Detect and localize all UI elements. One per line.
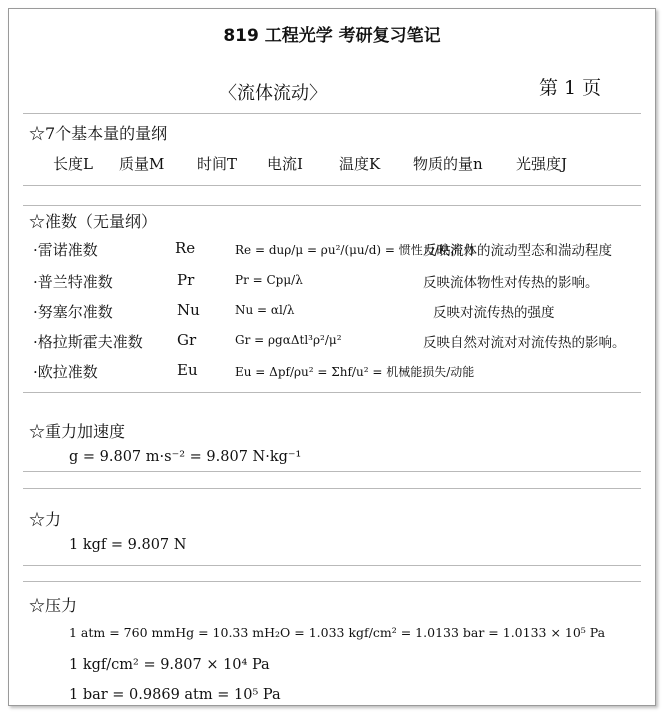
criterion-symbol: Re: [175, 239, 196, 257]
basic-quantities-title: ☆7个基本量的量纲: [29, 124, 168, 143]
ruled-line: [23, 581, 641, 582]
quantity-current: 电流I: [267, 155, 303, 173]
quantity-temperature: 温度K: [339, 155, 381, 173]
gravity-title: ☆重力加速度: [29, 422, 126, 441]
force-formula: 1 kgf = 9.807 N: [69, 537, 187, 553]
ruled-line: [23, 113, 641, 114]
criterion-name: ·欧拉准数: [33, 363, 98, 381]
criterion-formula: Re = duρ/μ = ρu²/(μu/d) = 惯性力/粘滞力: [235, 243, 475, 257]
ruled-line: [23, 185, 641, 186]
page-number: 第 1 页: [539, 77, 602, 99]
ruled-line: [23, 205, 641, 206]
quantity-mass: 质量M: [119, 155, 165, 173]
ruled-line: [23, 488, 641, 489]
criterion-description: 反映对流传热的强度: [433, 305, 555, 321]
criterion-description: 反映流体物性对传热的影响。: [423, 275, 599, 291]
criterion-formula: Eu = Δpf/ρu² = Σhf/u² = 机械能损失/动能: [235, 365, 475, 379]
pressure-formula: 1 kgf/cm² = 9.807 × 10⁴ Pa: [69, 657, 270, 673]
force-title: ☆力: [29, 510, 62, 529]
criterion-symbol: Nu: [177, 301, 200, 319]
ruled-line: [23, 392, 641, 393]
page-title: 〈流体流动〉: [219, 83, 327, 104]
criterion-name: ·普兰特准数: [33, 273, 113, 291]
criterion-name: ·格拉斯霍夫准数: [33, 333, 143, 351]
gravity-formula: g = 9.807 m·s⁻² = 9.807 N·kg⁻¹: [69, 449, 302, 465]
criterion-symbol: Pr: [177, 271, 195, 289]
pressure-formula: 1 bar = 0.9869 atm = 10⁵ Pa: [69, 687, 281, 703]
quantity-length: 长度L: [53, 155, 93, 173]
ruled-line: [23, 565, 641, 566]
pressure-title: ☆压力: [29, 596, 78, 615]
criterion-name: ·努塞尔准数: [33, 303, 113, 321]
ruled-line: [23, 471, 641, 472]
criterion-symbol: Eu: [177, 361, 198, 379]
quantity-luminous: 光强度J: [516, 155, 568, 173]
notebook-page: [8, 8, 656, 706]
criterion-description: 反映流体的流动型态和湍动程度: [423, 243, 612, 259]
pressure-formula: 1 atm = 760 mmHg = 10.33 mH₂O = 1.033 kgf/cm² = 1.0133 bar = 1.0133 × 10⁵ Pa: [69, 625, 606, 640]
criterion-formula: Nu = αl/λ: [235, 303, 295, 317]
quantity-amount: 物质的量n: [413, 155, 483, 173]
criteria-title: ☆准数（无量纲）: [29, 212, 158, 231]
criterion-symbol: Gr: [177, 331, 197, 349]
criterion-name: ·雷诺准数: [33, 241, 98, 259]
document-title: 819 工程光学 考研复习笔记: [223, 26, 441, 46]
criterion-description: 反映自然对流对对流传热的影响。: [423, 335, 626, 351]
criterion-formula: Pr = Cpμ/λ: [235, 273, 303, 287]
criterion-formula: Gr = ρgαΔtl³ρ²/μ²: [235, 333, 342, 347]
quantity-time: 时间T: [197, 155, 238, 173]
